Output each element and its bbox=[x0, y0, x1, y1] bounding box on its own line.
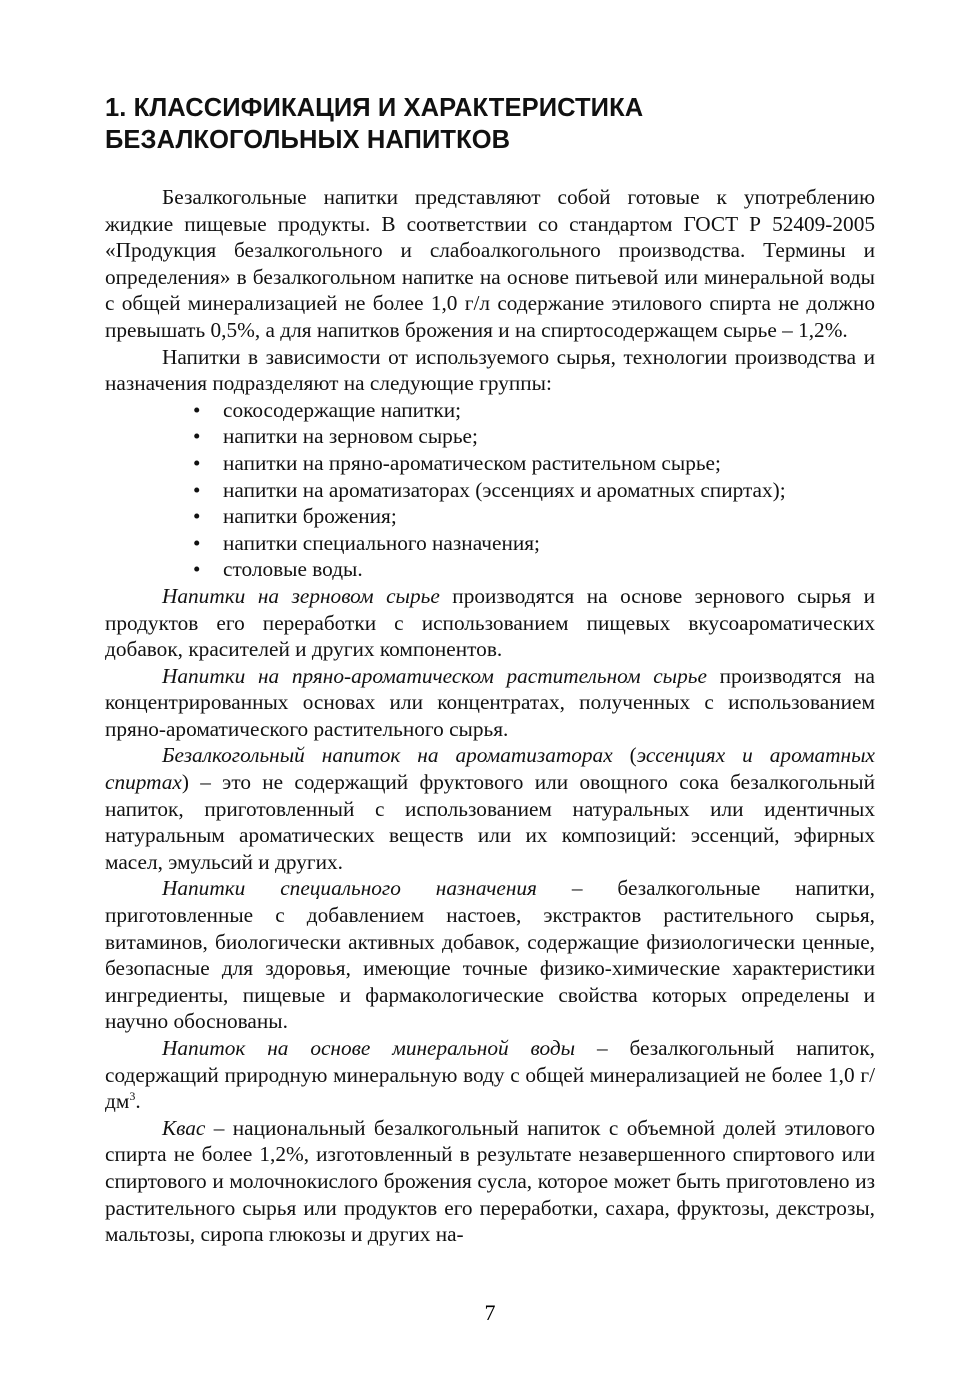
term-kvass: Квас bbox=[162, 1115, 206, 1140]
term-mineral: Напиток на основе минеральной воды bbox=[162, 1036, 576, 1060]
group-list-item bbox=[105, 530, 875, 557]
term-grain: Напитки на зерновом сырье bbox=[162, 583, 440, 608]
bullet-icon: • bbox=[193, 557, 201, 582]
group-label: напитки на ароматизаторах (эссенциях и ароматных спиртах); bbox=[223, 477, 786, 502]
heading-line-2: БЕЗАЛКОГОЛЬНЫХ НАПИТКОВ bbox=[105, 126, 511, 154]
page-content bbox=[105, 92, 875, 1248]
definition-kvass: Квас – национальный безалкогольный напиток с объемной долей этилового спирта не более 1,2%, изготовленный в результате незавершенного спиртового или спиртового и молочнокислого брожения сусла, которое может быть приготовлено из растительного сырья или продуктов его переработки, сахара, фруктозы, декстрозы, мальтозы, сиропа глюкозы и других на- bbox=[105, 1115, 875, 1247]
term-flavor-paren: эссенциях и ароматных спиртах bbox=[105, 743, 875, 795]
body-text bbox=[105, 184, 875, 1248]
bullet-icon: • bbox=[193, 477, 201, 502]
definition-mineral: Напиток на основе минеральной воды – безалкогольный напиток, содержащий природную минеральную воду с общей минерализацией не более 1,0 $г/дм^3$. bbox=[105, 1036, 875, 1114]
definition-flavor: Безалкогольный напиток на ароматизаторах (эссенциях и ароматных спиртах) – это не содержащий фруктового или овощного сока безалкогольный напиток, приготовленный с использованием натуральных или идентичных натуральным ароматических веществ или их композиций: эссенций, эфирных масел, эмульсий и других. bbox=[105, 743, 875, 874]
group-list-item bbox=[105, 556, 875, 583]
chapter-heading bbox=[105, 92, 875, 156]
group-list-item bbox=[105, 423, 875, 450]
bullet-icon: • bbox=[193, 530, 201, 555]
bullet-icon: • bbox=[193, 424, 201, 449]
group-list-item bbox=[105, 477, 875, 504]
term-special: Напитки специального назначения bbox=[162, 876, 537, 901]
group-label: напитки специального назначения; bbox=[223, 530, 540, 555]
group-list-item bbox=[105, 503, 875, 530]
definition-grain: Напитки на зерновом сырье производятся на основе зернового сырья и продуктов его переработки с использованием пищевых вкусоароматических добавок, красителей и других компонентов. bbox=[105, 583, 875, 662]
group-list-item bbox=[105, 397, 875, 424]
bullet-icon: • bbox=[193, 450, 201, 475]
term-spicy: Напитки на пряно-ароматическом растительном сырье bbox=[162, 663, 707, 688]
term-flavor: Безалкогольный напиток на ароматизаторах bbox=[162, 743, 613, 768]
heading-line-1: 1. КЛАССИФИКАЦИЯ И ХАРАКТЕРИСТИКА bbox=[105, 94, 644, 122]
group-label: напитки на зерновом сырье; bbox=[223, 424, 478, 449]
bullet-icon: • bbox=[193, 397, 201, 422]
group-list-item bbox=[105, 450, 875, 477]
group-label: напитки на пряно-ароматическом растительном сырье; bbox=[223, 450, 721, 475]
group-label: столовые воды. bbox=[223, 557, 363, 582]
bullet-icon: • bbox=[193, 504, 201, 529]
definition-spicy: Напитки на пряно-ароматическом растительном сырье производятся на концентрированных основах или концентратах, полученных с использованием пряно-ароматического растительного сырья. bbox=[105, 663, 875, 741]
groups-list bbox=[105, 397, 875, 583]
definition-special: Напитки специального назначения – безалкогольные напитки, приготовленные с добавлением настоев, экстрактов растительного сырья, витаминов, биологически активных добавок, содержащие физиологически ценные, безопасные для здоровья, имеющие точные физико-химические характеристики ингредиенты, пищевые и фармакологические свойства которых определены и научно обоснованы. bbox=[105, 876, 876, 1034]
intro-paragraph: Безалкогольные напитки представляют собой готовые к употреблению жидкие пищевые продукты. В соответствии со стандартом ГОСТ Р 52409-2005 «Продукция безалкогольного и слабоалкогольного производства. Термины и определения» в безалкогольном напитке на основе питьевой или минеральной воды с общей минерализацией не более 1,0 г/л содержание этилового спирта не должно превышать 0,5%, а для напитков брожения и на спиртосодержащем сырье – 1,2%. bbox=[105, 185, 875, 342]
page-number: 7 bbox=[484, 1300, 496, 1325]
group-label: сокосодержащие напитки; bbox=[223, 397, 462, 422]
groups-intro-paragraph: Напитки в зависимости от используемого сырья, технологии производства и назначения подразделяют на следующие группы: bbox=[105, 344, 875, 396]
group-label: напитки брожения; bbox=[223, 504, 397, 529]
